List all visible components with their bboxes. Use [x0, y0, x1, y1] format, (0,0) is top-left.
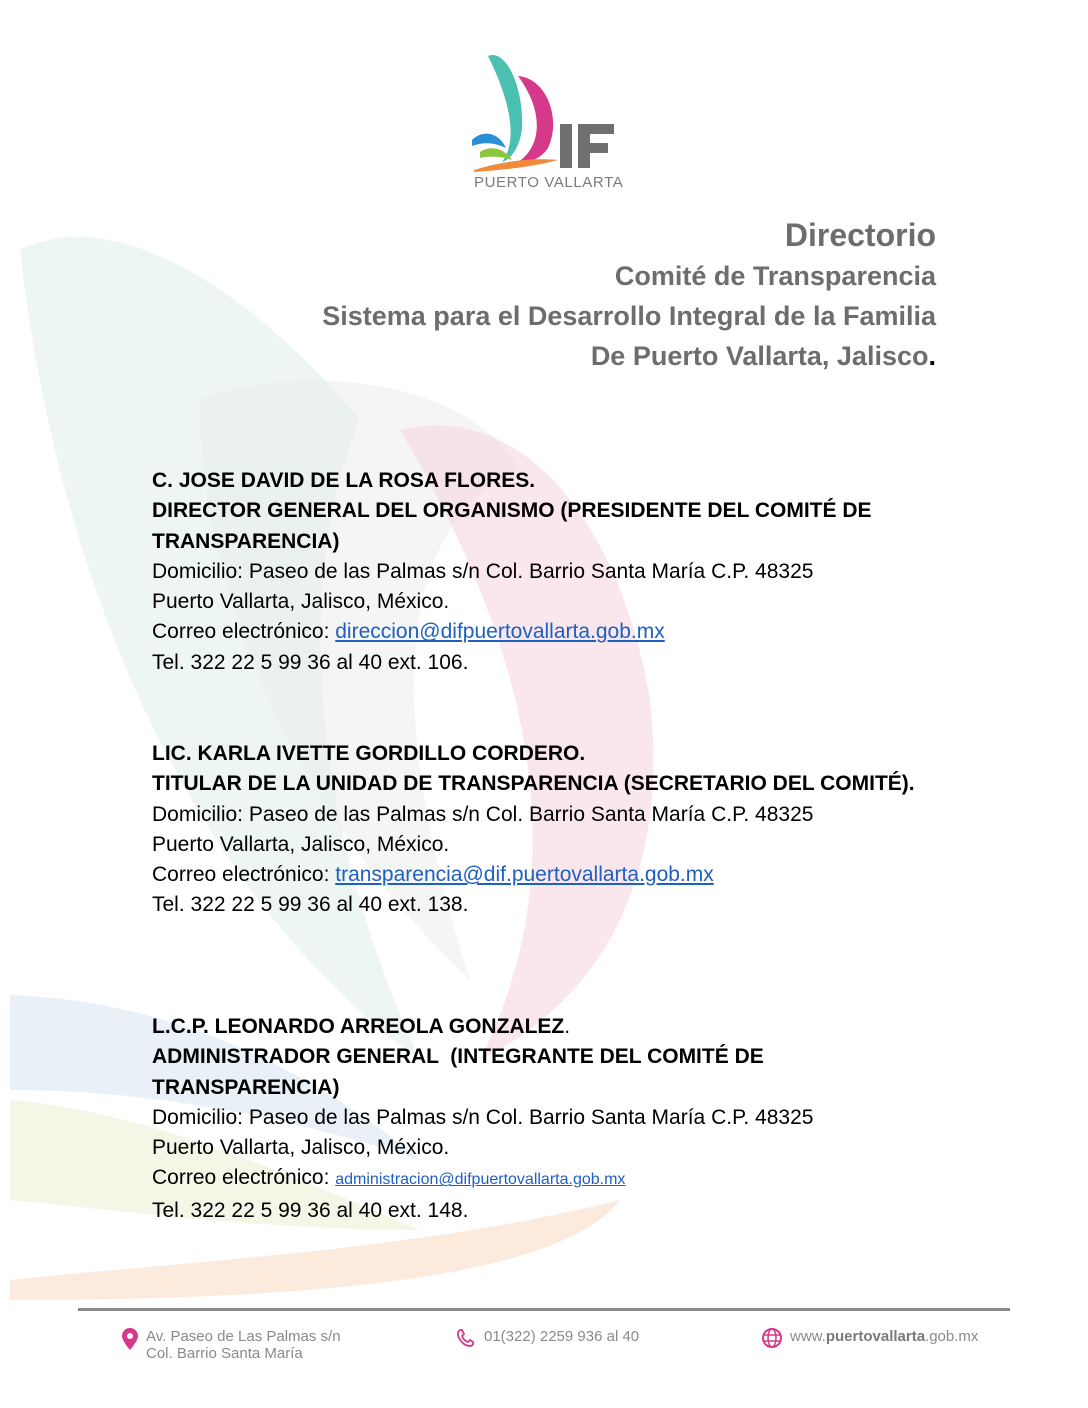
person-phone: Tel. 322 22 5 99 36 al 40 ext. 138.	[152, 893, 469, 917]
person-city: Puerto Vallarta, Jalisco, México.	[152, 590, 450, 614]
footer-address-line2: Col. Barrio Santa María	[146, 1345, 303, 1362]
header-committee: Comité de Transparencia	[614, 261, 936, 291]
person-address: Domicilio: Paseo de las Palmas s/n Col. Barrio Santa María C.P. 48325	[152, 1105, 814, 1129]
email-link[interactable]: transparencia@dif.puertovallarta.gob.mx	[335, 863, 714, 887]
footer-address-line1: Av. Paseo de Las Palmas s/n	[146, 1328, 341, 1345]
person-role: DIRECTOR GENERAL DEL ORGANISMO (PRESIDENTE DEL COMITÉ DE	[152, 499, 872, 523]
location-pin-icon	[122, 1328, 138, 1350]
person-role-continued: TRANSPARENCIA)	[152, 1075, 340, 1099]
directory-entry	[152, 466, 872, 678]
footer-website-text[interactable]	[790, 1328, 978, 1345]
person-address: Domicilio: Paseo de las Palmas s/n Col. Barrio Santa María C.P. 48325	[152, 559, 814, 583]
person-city: Puerto Vallarta, Jalisco, México.	[152, 1136, 450, 1160]
footer-address	[122, 1328, 341, 1362]
person-role: TITULAR DE LA UNIDAD DE TRANSPARENCIA (SECRETARIO DEL COMITÉ).	[152, 772, 915, 796]
globe-icon	[762, 1328, 782, 1348]
footer-phone	[456, 1328, 639, 1348]
email-link[interactable]: administracion@difpuertovallarta.gob.mx	[335, 1171, 626, 1189]
person-email-row	[152, 617, 872, 647]
page-title: Directorio	[784, 217, 936, 253]
person-name: LIC. KARLA IVETTE GORDILLO CORDERO.	[152, 742, 586, 765]
person-role: ADMINISTRADOR GENERAL (INTEGRANTE DEL COMITÉ DE	[152, 1045, 764, 1069]
logo-subtitle: PUERTO VALLARTA	[474, 174, 624, 191]
header-location-text: De Puerto Vallarta, Jalisco	[590, 341, 929, 371]
web-suffix: .gob.mx	[925, 1328, 979, 1345]
email-label: Correo electrónico:	[152, 620, 336, 644]
person-name: C. JOSE DAVID DE LA ROSA FLORES.	[152, 469, 536, 492]
person-phone: Tel. 322 22 5 99 36 al 40 ext. 148.	[152, 1198, 469, 1222]
header-period: .	[928, 341, 936, 371]
email-link[interactable]: direccion@difpuertovallarta.gob.mx	[335, 620, 665, 644]
person-name-row	[152, 1012, 813, 1042]
person-address: Domicilio: Paseo de las Palmas s/n Col. Barrio Santa María C.P. 48325	[152, 802, 814, 826]
dif-logo	[466, 48, 626, 196]
directory-entry	[152, 1012, 813, 1226]
web-domain: puertovallarta	[825, 1328, 926, 1345]
person-email-row	[152, 1163, 813, 1195]
footer-website[interactable]	[762, 1328, 978, 1348]
header-organization: Sistema para el Desarrollo Integral de la Familia	[322, 301, 936, 331]
directory-entry	[152, 739, 915, 921]
footer-divider	[78, 1308, 1010, 1311]
person-name: L.C.P. LEONARDO ARREOLA GONZALEZ	[152, 1015, 565, 1038]
document-header	[322, 214, 936, 376]
email-label: Correo electrónico:	[152, 1166, 336, 1190]
footer-phone-text: 01(322) 2259 936 al 40	[484, 1328, 640, 1345]
phone-icon	[456, 1328, 476, 1348]
person-phone: Tel. 322 22 5 99 36 al 40 ext. 106.	[152, 650, 469, 674]
person-email-row	[152, 860, 915, 890]
web-prefix: www.	[790, 1328, 826, 1345]
email-label: Correo electrónico:	[152, 863, 336, 887]
dif-logo-mark-icon	[466, 48, 626, 178]
person-name-period: .	[564, 1015, 571, 1038]
person-city: Puerto Vallarta, Jalisco, México.	[152, 832, 450, 856]
person-role-continued: TRANSPARENCIA)	[152, 529, 340, 553]
header-location	[322, 336, 936, 376]
